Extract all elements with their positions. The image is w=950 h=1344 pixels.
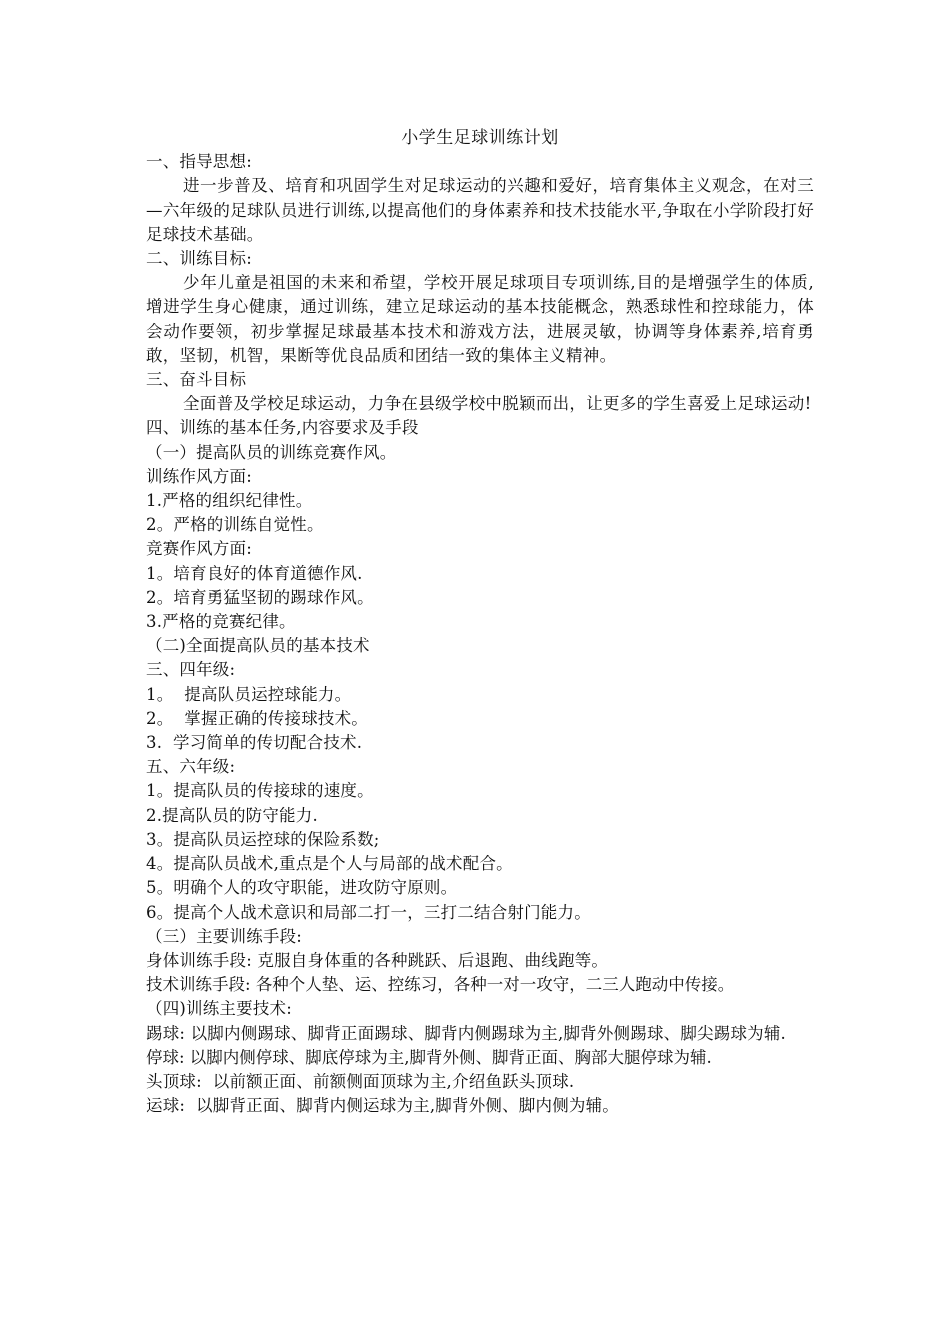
list-item: 1。 提高队员运控球能力。 bbox=[146, 684, 352, 704]
grade-3-4-heading: 三、四年级: bbox=[146, 660, 236, 680]
section-heading-training-goals: 二、训练目标: bbox=[146, 249, 252, 269]
subsection-heading-training-means: （三）主要训练手段: bbox=[146, 926, 303, 946]
technique-kicking: 踢球: 以脚内侧踢球、脚背正面踢球、脚背内侧踢球为主,脚背外侧踢球、脚尖踢球为辅. bbox=[146, 1023, 786, 1043]
paragraph-striving-goals: 全面普及学校足球运动，力争在县级学校中脱颖而出，让更多的学生喜爱上足球运动! bbox=[183, 394, 812, 414]
section-heading-basic-tasks: 四、训练的基本任务,内容要求及手段 bbox=[146, 418, 419, 438]
list-item: 1。提高队员的传接球的速度。 bbox=[146, 781, 374, 801]
technique-stopping: 停球: 以脚内侧停球、脚底停球为主,脚背外侧、脚背正面、胸部大腿停球为辅. bbox=[146, 1047, 712, 1067]
list-item: 1.严格的组织纪律性。 bbox=[146, 491, 313, 511]
technique-dribbling: 运球: 以脚背正面、脚背内侧运球为主,脚背外侧、脚内侧为辅。 bbox=[146, 1096, 619, 1116]
list-item: 2。培育勇猛坚韧的踢球作风。 bbox=[146, 587, 374, 607]
match-style-heading: 竞赛作风方面: bbox=[146, 539, 252, 559]
paragraph-guiding-thought: 进一步普及、培育和巩固学生对足球运动的兴趣和爱好，培育集体主义观念，在对三—六年级的足球队员进行训练,以提高他们的身体素养和技术技能水平,争取在小学阶段打好足球技术基础。 bbox=[146, 176, 814, 244]
list-item: 3.严格的竞赛纪律。 bbox=[146, 612, 296, 632]
list-item: 2。 掌握正确的传接球技术。 bbox=[146, 708, 368, 728]
training-means-technical: 技术训练手段: 各种个人垫、运、控练习，各种一对一攻守，二三人跑动中传接。 bbox=[146, 975, 735, 995]
paragraph-training-goals: 少年儿童是祖国的未来和希望，学校开展足球项目专项训练,目的是增强学生的体质,增进学生身心健康，通过训练，建立足球运动的基本技能概念，熟悉球性和控球能力，体会动作要领，初步掌握足球最基本技术和游戏方法，进展灵敏，协调等身体素养,培育勇敢，坚韧，机智，果断等优良品质和团结一致的集体主义精神。 bbox=[146, 273, 814, 365]
technique-heading: 头顶球: 以前额正面、前额侧面顶球为主,介绍鱼跃头顶球. bbox=[146, 1071, 575, 1091]
document-title: 小学生足球训练计划 bbox=[401, 128, 559, 148]
list-item: 3. 学习简单的传切配合技术. bbox=[146, 733, 363, 753]
list-item: 2。严格的训练自觉性。 bbox=[146, 515, 324, 535]
list-item: 2.提高队员的防守能力. bbox=[146, 805, 318, 825]
document-body bbox=[146, 126, 814, 1118]
section-heading-striving-goals: 三、奋斗目标 bbox=[146, 370, 247, 390]
list-item: 4。提高队员战术,重点是个人与局部的战术配合。 bbox=[146, 854, 513, 874]
subsection-heading-basic-technique: （二)全面提高队员的基本技术 bbox=[146, 636, 370, 656]
list-item: 1。培育良好的体育道德作风. bbox=[146, 563, 363, 583]
subsection-heading-main-techniques: （四)训练主要技术: bbox=[146, 999, 292, 1019]
list-item: 6。提高个人战术意识和局部二打一，三打二结合射门能力。 bbox=[146, 902, 591, 922]
subsection-heading-style: （一）提高队员的训练竞赛作风。 bbox=[146, 442, 397, 462]
training-means-physical: 身体训练手段: 克服自身体重的各种跳跃、后退跑、曲线跑等。 bbox=[146, 950, 609, 970]
list-item: 5。明确个人的攻守职能，进攻防守原则。 bbox=[146, 878, 458, 898]
section-heading-guiding-thought: 一、指导思想: bbox=[146, 152, 252, 172]
training-style-heading: 训练作风方面: bbox=[146, 466, 252, 486]
grade-5-6-heading: 五、六年级: bbox=[146, 757, 236, 777]
list-item: 3。提高队员运控球的保险系数; bbox=[146, 829, 380, 849]
